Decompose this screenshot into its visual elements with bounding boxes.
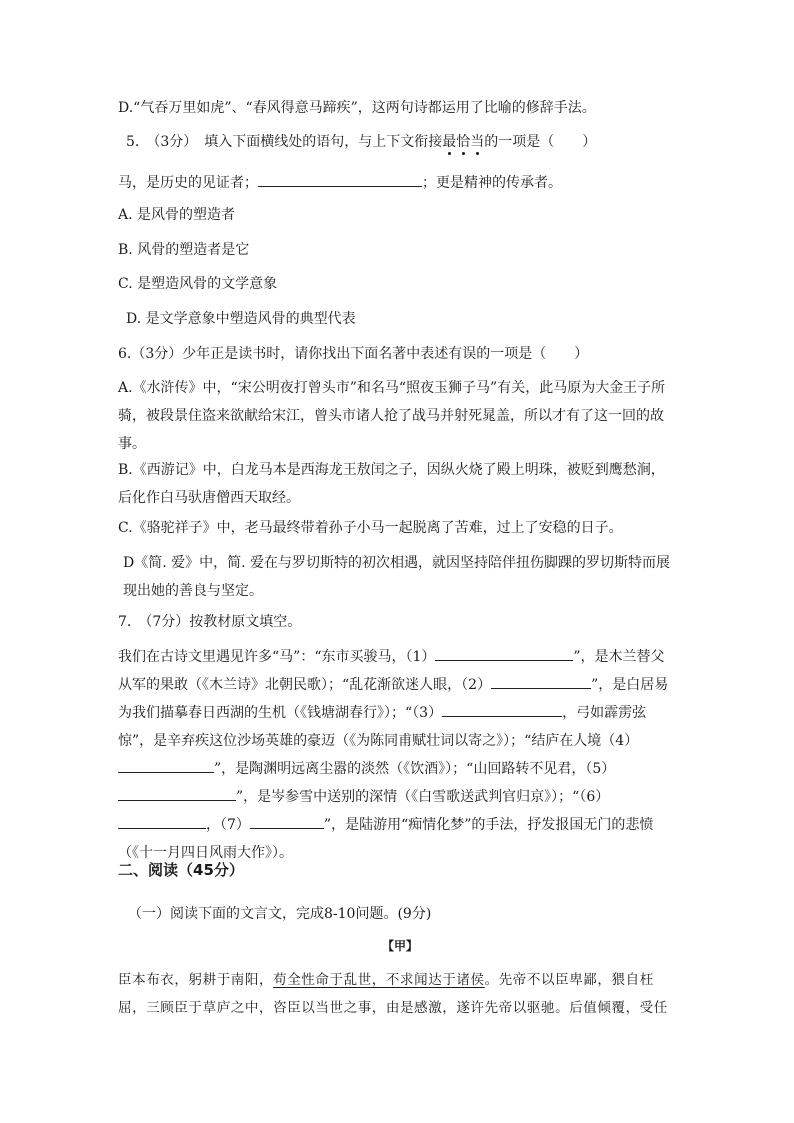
underlined-sentence: 苟全性命于乱世，不求闻达于诸侯	[273, 972, 485, 988]
q7-blank-2[interactable]	[491, 674, 591, 689]
q5-sentence: 马，是历史的见证者； ；更是精神的传承者。	[118, 172, 562, 192]
q5-option-b: B. 风骨的塑造者是它	[118, 242, 250, 258]
q4-option-d: D.“气吞万里如虎”、“春风得意马蹄疾”，这两句诗都运用了比喻的修辞手法。	[118, 100, 596, 116]
q7-blank-6[interactable]	[118, 814, 206, 829]
section-2-subheading: （一）阅读下面的文言文，完成8-10问题。(9分)	[128, 906, 432, 922]
q5-answer-blank[interactable]	[258, 172, 422, 187]
q7-blank-1[interactable]	[435, 646, 573, 661]
emphasis-char: 当	[470, 134, 485, 150]
classical-passage: 臣本布衣，躬耕于南阳，苟全性命于乱世，不求闻达于诸侯。先帝不以臣卑鄙，猥自枉屈，三顾臣于草庐之中，咨臣以当世之事，由是感激，遂许先帝以驱驰。后值倾覆，受任	[118, 972, 668, 1016]
q6-option-c: C.《骆驼祥子》中，老马最终带着孙子小马一起脱离了苦难，过上了安稳的日子。	[118, 520, 623, 536]
q7-passage: 我们在古诗文里遇见许多“马”：“东市买骏马，（1） ”，是木兰替父从军的果敢（《木兰诗》北朝民歌）；“乱花渐欲迷人眼，（2） ”，是白居易为我们描摹春日西湖的生机（《钱塘湖春行》）；“（3） ，弓如霹雳弦惊”，是辛弃疾这位沙场英雄的豪迈（《为陈同甫赋壮词以寄之》）；“结庐在人境（4）”，是陶渊明远离尘嚣的淡然（《饮酒》）；“山回路转不见君，（5）”，是岑参雪中送别的深情（《白雪歌送武判官归京》）；“（6），（7） ”，是陆游用“痴情化梦”的手法，抒发报国无门的悲愤（《十一月四日风雨大作》）。	[118, 643, 678, 867]
q5-option-d: D. 是文学意象中塑造风骨的典型代表	[126, 311, 356, 327]
q7-blank-3[interactable]	[442, 702, 562, 717]
q6-option-d: D《简. 爱》中，简. 爱在与罗切斯特的初次相遇，就因坚持陪伴扭伤脚踝的罗切斯特而展现出她的善良与坚定。	[123, 555, 671, 599]
q6-stem: 6.（3分）少年正是读书时，请你找出下面名著中表述有误的一项是（ ）	[118, 346, 589, 362]
q7-blank-7[interactable]	[250, 814, 324, 829]
q7-blank-5[interactable]	[118, 786, 236, 801]
q6-option-b: B.《西游记》中，白龙马本是西海龙王敖闰之子，因纵火烧了殿上明珠，被贬到鹰愁涧，后化作白马驮唐僧西天取经。	[118, 462, 665, 506]
q7-stem: 7. （7分）按教材原文填空。	[118, 614, 302, 630]
q7-blank-4[interactable]	[118, 758, 214, 773]
emphasis-char: 最	[442, 134, 457, 150]
q5-emphasis	[442, 134, 484, 150]
emphasis-char: 恰	[456, 134, 471, 150]
q5-option-c: C. 是塑造风骨的文学意象	[118, 276, 278, 292]
q5-stem: 5. （3分） 填入下面横线处的语句，与上下文衔接最恰当的一项是（ ）	[126, 134, 597, 150]
passage-label: 【甲】	[382, 939, 419, 953]
section-2-heading: 二、阅读（45分）	[118, 861, 244, 879]
q5-option-a: A. 是风骨的塑造者	[118, 207, 236, 223]
q6-option-a: A.《水浒传》中，“宋公明夜打曾头市”和名马“照夜玉狮子马”有关，此马原为大金王子所骑，被段景住盗来欲献给宋江，曾头市诸人抢了战马并射死晁盖，所以才有了这一回的故事。	[118, 380, 666, 452]
